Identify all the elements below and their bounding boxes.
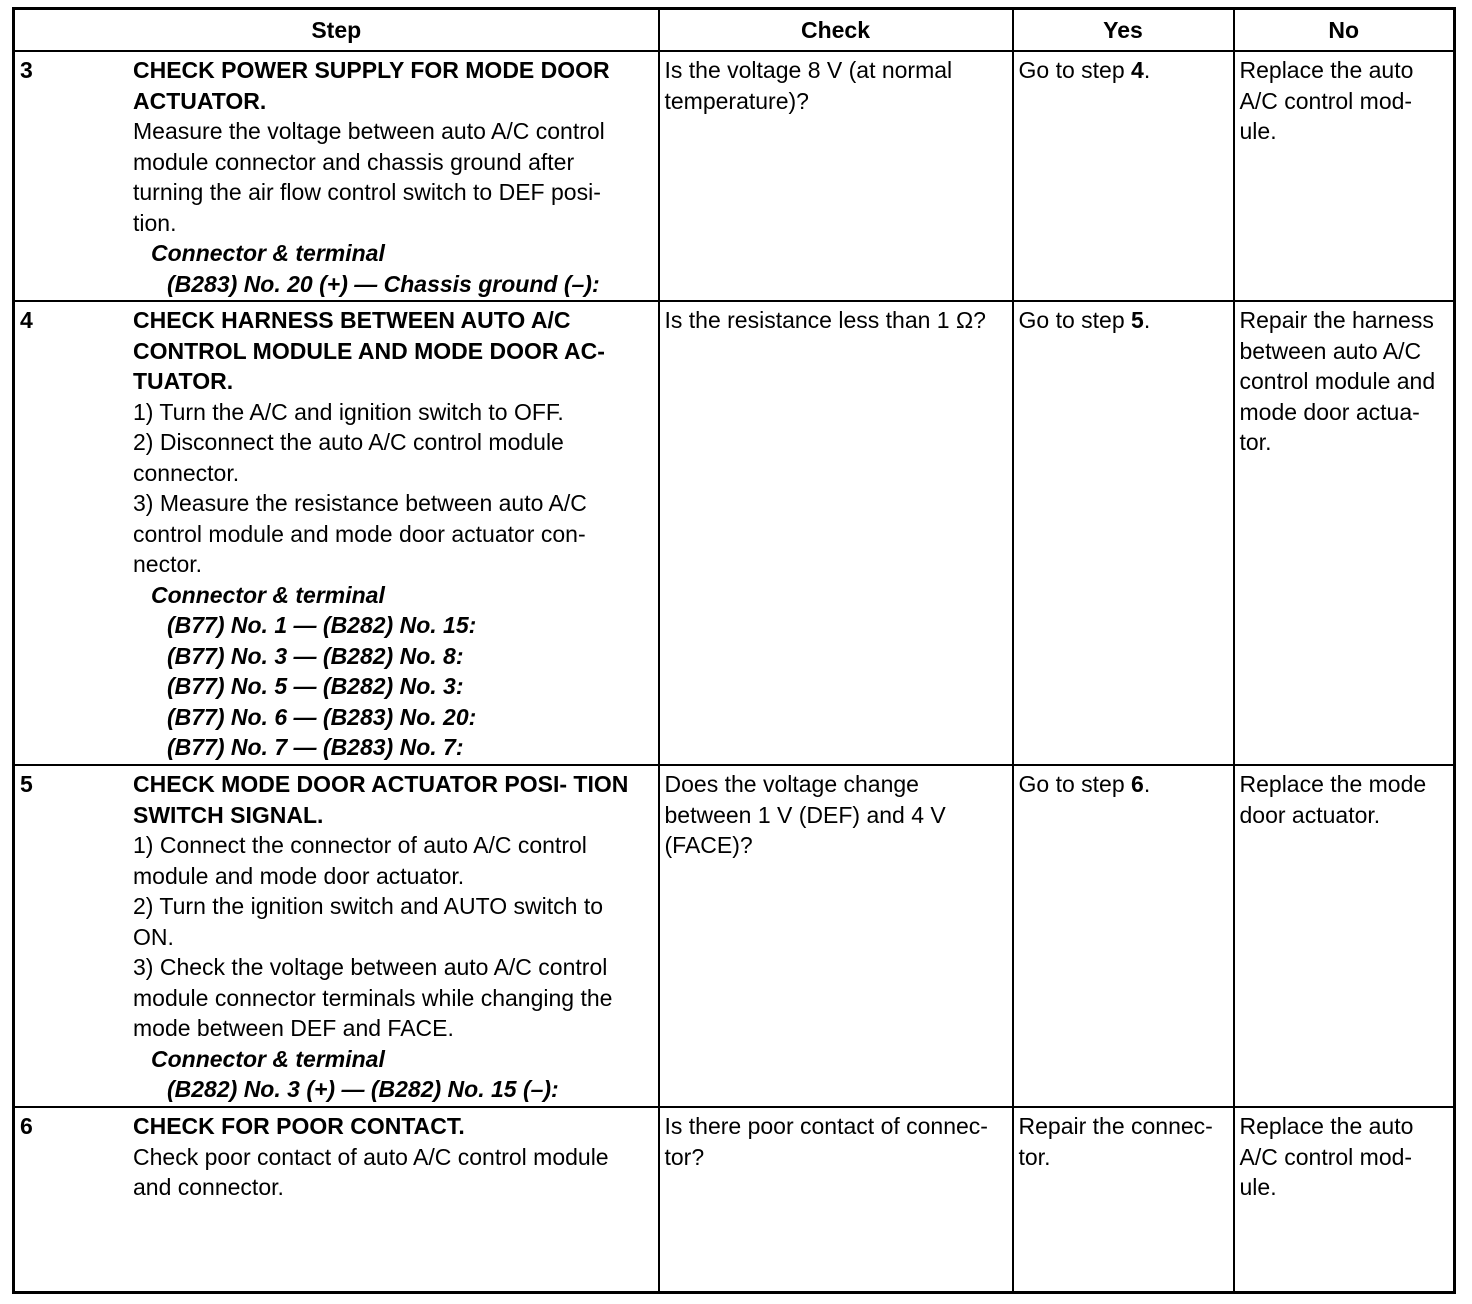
diagnostic-table (12, 7, 1456, 1294)
step-item: 2) Turn the ignition switch and AUTO switch to ON. (133, 893, 604, 950)
table-row-step-3 (14, 51, 1455, 301)
step-item: 3) Measure the resistance between auto A/C control module and mode door actuator con- nector. (133, 490, 587, 577)
step-title: CHECK HARNESS BETWEEN AUTO A/C CONTROL MODULE AND MODE DOOR AC- TUATOR. (133, 307, 605, 394)
yes-cell (1013, 51, 1234, 301)
no-cell: Repair the harness between auto A/C control module and mode door actua- tor. (1234, 301, 1455, 765)
yes-text: Go to step (1018, 771, 1132, 797)
yes-step-ref: 6 (1131, 771, 1144, 797)
yes-period: . (1143, 771, 1151, 797)
header-check: Check (659, 9, 1013, 52)
check-cell: Is the resistance less than 1 Ω? (659, 301, 1013, 765)
step-number: 5 (20, 771, 33, 797)
step-title: CHECK POWER SUPPLY FOR MODE DOOR ACTUATOR. (133, 57, 610, 114)
connector-label: Connector & terminal (151, 240, 385, 266)
check-cell: Does the voltage change between 1 V (DEF) and 4 V (FACE)? (659, 765, 1013, 1107)
yes-text: Go to step (1018, 57, 1132, 83)
table-row-step-4 (14, 301, 1455, 765)
check-cell: Is there poor contact of connec- tor? (659, 1107, 1013, 1293)
connector-terminal: (B77) No. 7 — (B283) No. 7: (167, 734, 464, 760)
step-item: 1) Turn the A/C and ignition switch to OFF. (133, 398, 564, 425)
connector-terminal: (B77) No. 1 — (B282) No. 15: (167, 612, 477, 638)
step-number: 4 (20, 307, 33, 333)
step-cell (14, 765, 659, 1107)
step-title: CHECK FOR POOR CONTACT. (133, 1113, 465, 1139)
step-item: 3) Check the voltage between auto A/C control module connector terminals while changing the mode between DEF and FACE. (133, 954, 613, 1041)
yes-step-ref: 4 (1131, 57, 1144, 83)
check-cell: Is the voltage 8 V (at normal temperature)? (659, 51, 1013, 301)
yes-text: Go to step (1018, 307, 1132, 333)
header-no: No (1234, 9, 1455, 52)
yes-step-ref: 5 (1131, 307, 1144, 333)
no-cell: Replace the auto A/C control mod- ule. (1234, 51, 1455, 301)
connector-terminal: (B282) No. 3 (+) — (B282) No. 15 (–): (167, 1076, 559, 1102)
header-row (14, 9, 1455, 52)
yes-period: . (1143, 307, 1151, 333)
connector-terminal: (B77) No. 3 — (B282) No. 8: (167, 642, 464, 669)
step-cell (14, 301, 659, 765)
step-item: 2) Disconnect the auto A/C control module connector. (133, 429, 564, 486)
connector-terminal: (B77) No. 6 — (B283) No. 20: (167, 703, 477, 730)
no-cell: Replace the auto A/C control mod- ule. (1234, 1107, 1455, 1293)
step-item: 1) Connect the connector of auto A/C control module and mode door actuator. (133, 832, 587, 889)
connector-terminal: (B77) No. 5 — (B282) No. 3: (167, 673, 464, 699)
table-row-step-5 (14, 765, 1455, 1107)
step-number: 3 (20, 57, 33, 83)
header-yes: Yes (1013, 9, 1234, 52)
table-row-step-6 (14, 1107, 1455, 1293)
step-number: 6 (20, 1113, 33, 1139)
yes-cell: Repair the connec- tor. (1013, 1107, 1234, 1293)
yes-cell (1013, 765, 1234, 1107)
step-text: Measure the voltage between auto A/C control module connector and chassis ground after turning the air flow control switch to DEF posi- tion. (133, 118, 605, 236)
header-step: Step (14, 9, 659, 52)
step-title: CHECK MODE DOOR ACTUATOR POSI- TION SWITCH SIGNAL. (133, 771, 629, 828)
yes-period: . (1143, 57, 1151, 83)
step-text: Check poor contact of auto A/C control module and connector. (133, 1143, 609, 1200)
connector-label: Connector & terminal (151, 1045, 385, 1072)
step-cell (14, 51, 659, 301)
no-cell: Replace the mode door actuator. (1234, 765, 1455, 1107)
connector-label: Connector & terminal (151, 581, 385, 608)
connector-terminal: (B283) No. 20 (+) — Chassis ground (–): (167, 270, 600, 297)
step-cell (14, 1107, 659, 1293)
yes-cell (1013, 301, 1234, 765)
